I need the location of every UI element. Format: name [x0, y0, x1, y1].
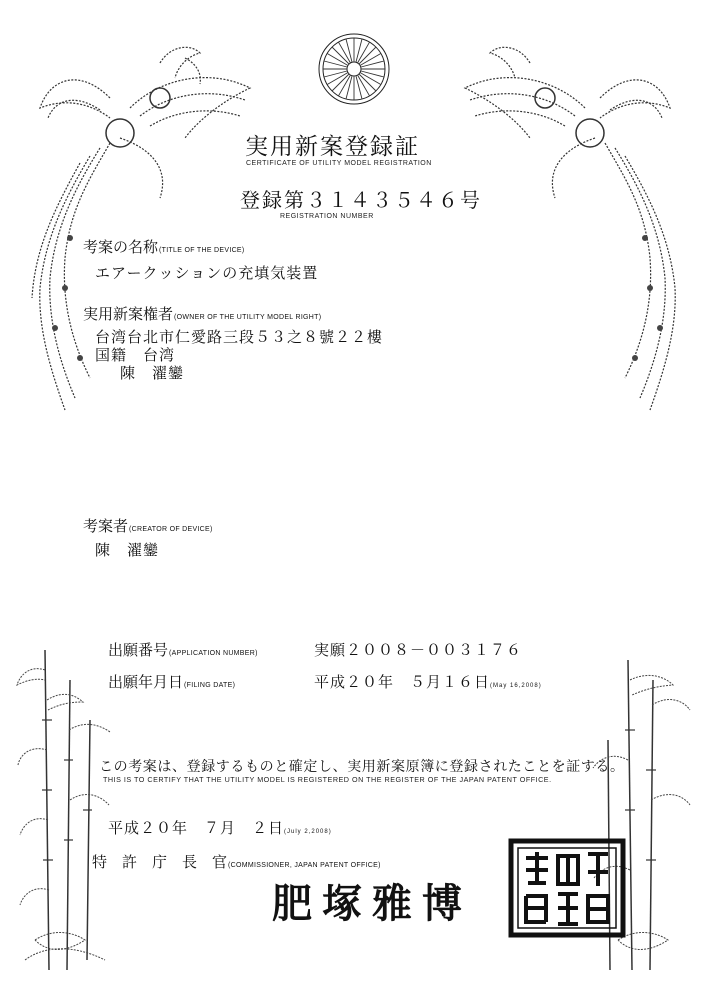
- certification-statement-en: THIS IS TO CERTIFY THAT THE UTILITY MODEL IS REGISTERED ON THE REGISTER OF THE JAPAN PATENT OFFICE.: [103, 775, 552, 784]
- issue-date: 平成２０年 ７月 ２日: [108, 819, 285, 837]
- commissioner-label: 特 許 庁 長 官: [92, 853, 228, 871]
- commissioner-signature: 肥塚雅博: [272, 880, 472, 927]
- creator-name: 陳 濯鑾: [95, 541, 160, 559]
- filing-label-en: (FILING DATE): [184, 682, 236, 689]
- device-label: 考案の名称: [83, 238, 159, 256]
- owner-name: 陳 濯鑾: [120, 364, 185, 382]
- application-number: 実願２００８－００３１７６: [314, 641, 523, 659]
- owner-label: 実用新案権者: [83, 305, 174, 323]
- filing-label: 出願年月日: [108, 673, 184, 691]
- creator-label-row: [83, 515, 213, 536]
- filing-label-row: [108, 671, 235, 692]
- device-label-en: (TITLE OF THE DEVICE): [159, 247, 245, 254]
- registration-number: 登録第３１４３５４６号: [240, 188, 482, 212]
- commissioner-label-en: (COMMISSIONER, JAPAN PATENT OFFICE): [228, 862, 381, 869]
- filing-date: 平成２０年 ５月１６日: [314, 673, 491, 691]
- issue-date-row: [108, 817, 332, 838]
- official-seal-icon: [508, 838, 626, 938]
- chrysanthemum-crest-icon: [317, 32, 391, 106]
- application-label-row: [108, 639, 258, 660]
- certification-statement: この考案は、登録するものと確定し、実用新案原簿に登録されたことを証する。: [99, 759, 625, 775]
- owner-label-row: [83, 303, 321, 324]
- creator-label: 考案者: [83, 517, 129, 535]
- certificate-title-en: CERTIFICATE OF UTILITY MODEL REGISTRATION: [246, 160, 432, 167]
- creator-label-en: (CREATOR OF DEVICE): [129, 526, 213, 533]
- issue-date-en: (July 2,2008): [284, 829, 332, 835]
- owner-label-en: (OWNER OF THE UTILITY MODEL RIGHT): [174, 314, 322, 321]
- phoenix-right-icon: [435, 38, 695, 418]
- certificate-title: 実用新案登録証: [245, 134, 420, 160]
- application-label-en: (APPLICATION NUMBER): [169, 650, 258, 657]
- commissioner-label-row: [92, 851, 381, 872]
- registration-number-en: REGISTRATION NUMBER: [280, 213, 374, 220]
- device-label-row: [83, 236, 245, 257]
- filing-date-en: (May 16,2008): [490, 683, 542, 689]
- bamboo-left-icon: [15, 640, 115, 980]
- filing-date-row: [314, 671, 542, 692]
- owner-nationality: 国籍 台湾: [95, 346, 176, 364]
- application-label: 出願番号: [108, 641, 169, 659]
- device-title: エアークッションの充填気装置: [95, 264, 319, 282]
- owner-address: 台湾台北市仁愛路三段５３之８號２２樓: [95, 328, 384, 346]
